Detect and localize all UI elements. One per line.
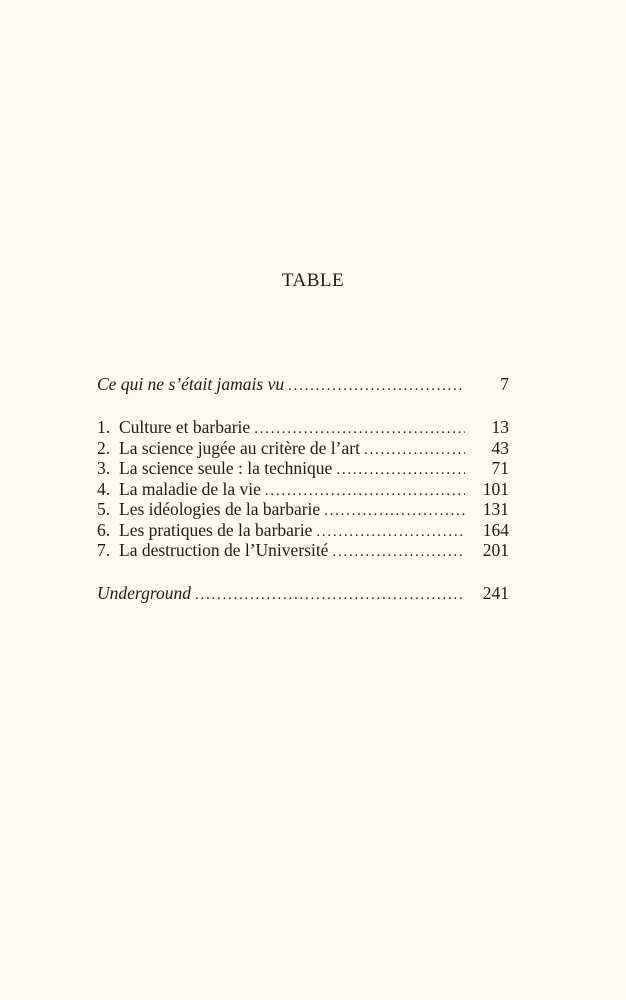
toc-entry-page: 43 — [491, 437, 509, 458]
toc-entry — [97, 458, 509, 479]
toc-entry-label: Les pratiques de la barbarie — [119, 519, 313, 540]
toc-entry — [97, 540, 509, 561]
toc-chapters — [97, 417, 509, 561]
toc-entry-number: 6. — [97, 519, 111, 540]
toc-entry — [97, 479, 509, 500]
toc-entry-label: Underground — [97, 583, 191, 603]
toc-entry — [97, 417, 509, 438]
toc-entry-page: 71 — [491, 458, 509, 478]
toc-entry-number: 3. — [97, 458, 111, 478]
dot-leader — [316, 524, 465, 541]
toc-entry-page: 164 — [482, 519, 509, 540]
dot-leader — [265, 483, 465, 500]
toc-entry — [97, 520, 509, 541]
page-title: TABLE — [281, 270, 345, 291]
toc-prologue — [97, 374, 509, 395]
toc-entry-page: 101 — [482, 478, 509, 499]
dot-leader — [324, 503, 465, 520]
toc-entry-page: 201 — [482, 540, 509, 560]
toc-entry — [97, 374, 509, 395]
toc-entry-number: 1. — [97, 417, 111, 437]
toc-entry-label: La science jugée au critère de l’art — [119, 437, 360, 458]
toc-entry-number: 5. — [97, 499, 111, 519]
dot-leader — [288, 378, 465, 395]
toc-entry — [97, 583, 509, 604]
toc-entry — [97, 438, 509, 459]
toc-entry-label: Culture et barbarie — [119, 417, 251, 437]
toc-entry-page: 7 — [500, 374, 509, 394]
toc-epilogue — [97, 583, 509, 604]
toc-entry-label: Les idéologies de la barbarie — [119, 499, 321, 519]
dot-leader — [195, 587, 465, 604]
dot-leader — [332, 544, 465, 561]
dot-leader — [364, 442, 465, 459]
toc-entry-page: 131 — [482, 499, 509, 519]
dot-leader — [336, 462, 465, 479]
toc-entry-label: La science seule : la technique — [119, 458, 333, 478]
toc-entry-label: Ce qui ne s’était jamais vu — [97, 374, 285, 394]
toc-entry-label: La destruction de l’Université — [119, 540, 329, 560]
toc-entry-number: 7. — [97, 540, 111, 560]
dot-leader — [254, 421, 465, 438]
toc-entry-page: 241 — [482, 583, 509, 603]
toc-entry-page: 13 — [491, 417, 509, 437]
toc-entry — [97, 499, 509, 520]
toc-entry-number: 2. — [97, 437, 111, 458]
toc-entry-label: La maladie de la vie — [119, 478, 261, 499]
toc-entry-number: 4. — [97, 478, 111, 499]
